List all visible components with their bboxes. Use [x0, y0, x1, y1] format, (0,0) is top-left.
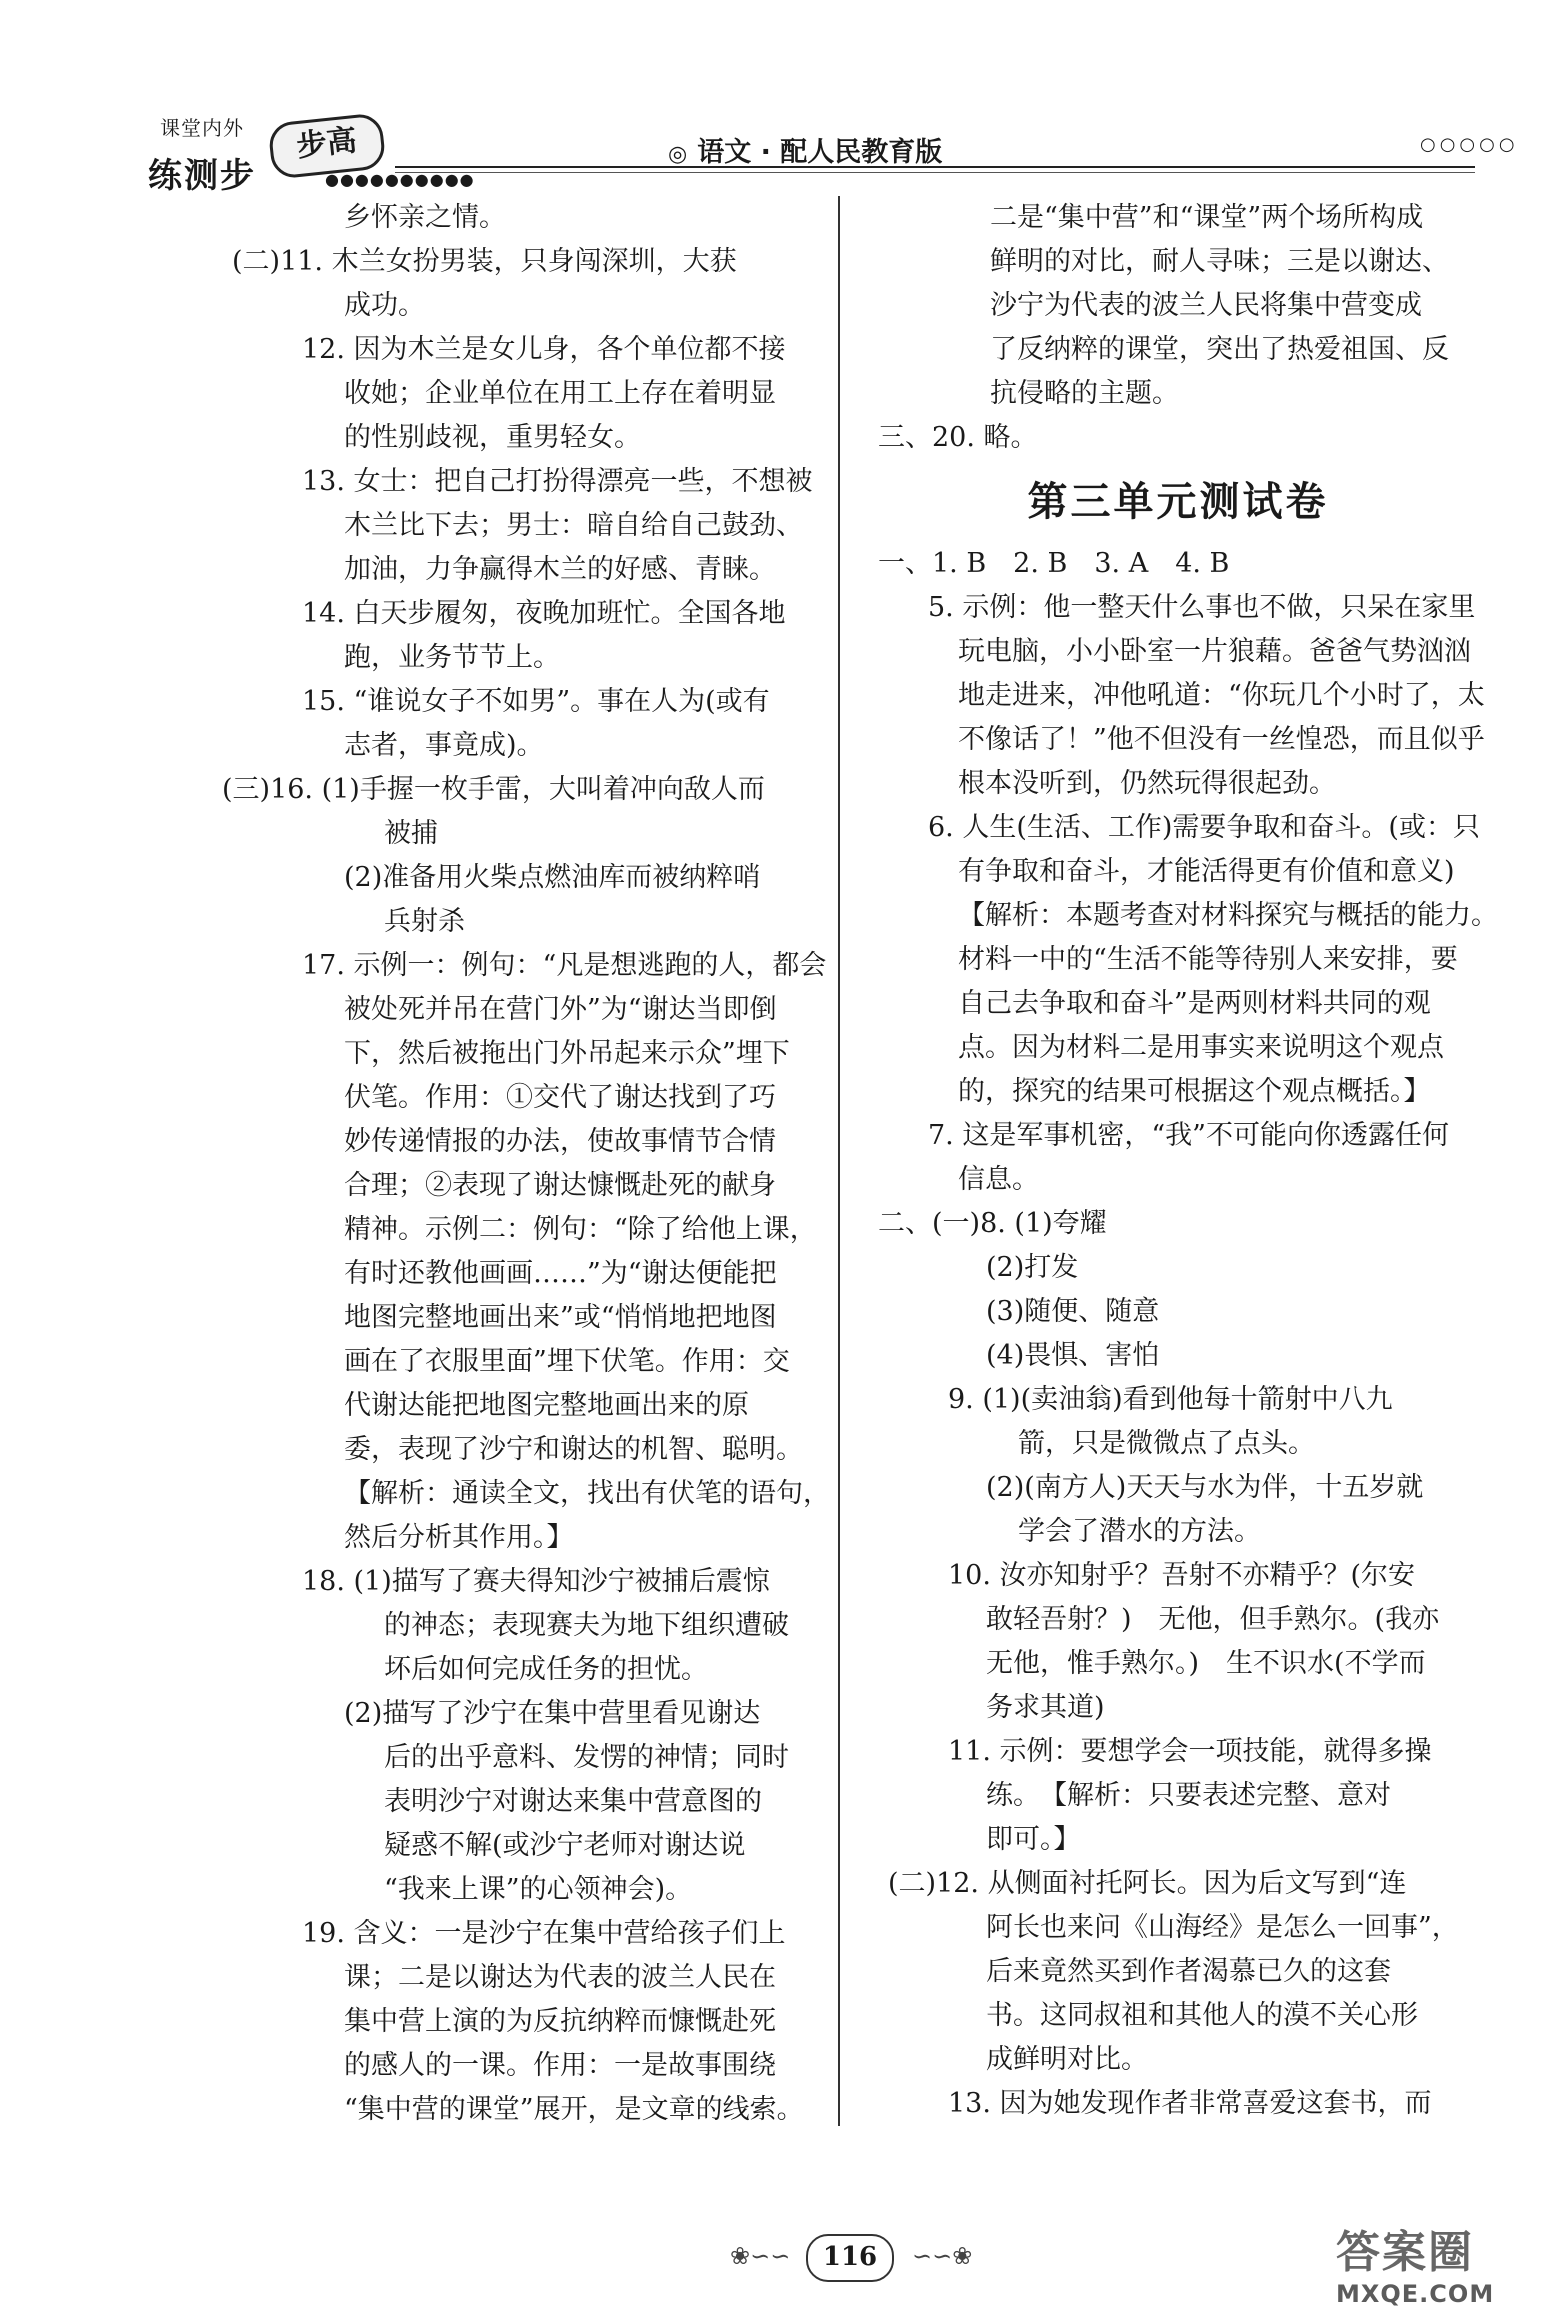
text-line: 7. 这是军事机密，“我”不可能向你透露任何	[928, 1120, 1449, 1151]
text-line: (2)描写了沙宁在集中营里看见谢达	[344, 1698, 761, 1729]
text-line: 被捕	[384, 818, 438, 849]
text-line: 被处死并吊在营门外”为“谢达当即倒	[344, 994, 777, 1025]
left-column	[222, 196, 830, 2132]
right-column	[878, 196, 1498, 2126]
text-line: 点。因为材料二是用事实来说明这个观点	[958, 1032, 1444, 1063]
right-column-top	[878, 196, 1478, 460]
text-line: 一、1. B 2. B 3. A 4. B	[878, 548, 1230, 579]
text-line: 13. 因为她发现作者非常喜爱这套书，而	[948, 2088, 1432, 2119]
unit-title: 第三单元测试卷	[1027, 479, 1329, 525]
text-line: 的神态；表现赛夫为地下组织遭破	[384, 1610, 789, 1641]
text-line: 敢轻吾射？) 无他，但手熟尔。(我亦	[986, 1604, 1440, 1635]
text-line: 跑，业务节节上。	[344, 642, 560, 673]
text-line: 学会了潜水的方法。	[1018, 1516, 1261, 1547]
text-line: 表明沙宁对谢达来集中营意图的	[384, 1786, 762, 1817]
text-line: 不像话了！”他不但没有一丝惶恐，而且似乎	[958, 724, 1485, 755]
watermark-chars: 答案圈	[1336, 2227, 1474, 2278]
text-line: 的感人的一课。作用：一是故事围绕	[344, 2050, 776, 2081]
brand-badge: 步高	[267, 112, 386, 180]
text-line: 木兰比下去；男士：暗自给自己鼓劲、	[344, 510, 803, 541]
text-line: 画在了衣服里面”埋下伏笔。作用：交	[344, 1346, 790, 1377]
text-line: 了反纳粹的课堂，突出了热爱祖国、反	[990, 334, 1449, 365]
text-line: “集中营的课堂”展开，是文章的线索。	[344, 2094, 804, 2125]
text-line: 二、(一)8. (1)夸耀	[878, 1208, 1107, 1239]
text-line: 练。 【解析：只要表述完整、意对	[986, 1780, 1391, 1811]
text-line: 委，表现了沙宁和谢达的机智、聪明。	[344, 1434, 803, 1465]
text-line: 成功。	[344, 290, 425, 321]
text-line: 19. 含义：一是沙宁在集中营给孩子们上	[302, 1918, 786, 1949]
text-line: 有争取和奋斗，才能活得更有价值和意义)	[958, 856, 1455, 887]
text-line: 沙宁为代表的波兰人民将集中营变成	[990, 290, 1422, 321]
text-line: 代谢达能把地图完整地画出来的原	[344, 1390, 749, 1421]
text-line: 后来竟然买到作者渴慕已久的这套	[986, 1956, 1391, 1987]
text-line: 材料一中的“生活不能等待别人来安排，要	[958, 944, 1458, 975]
text-line: 9. (1)(卖油翁)看到他每十箭射中八九	[948, 1384, 1393, 1415]
text-line: 乡怀亲之情。	[344, 202, 506, 233]
footer-ornament-left: ❀∽∽	[730, 2242, 791, 2270]
text-line: (三)16. (1)手握一枚手雷，大叫着冲向敌人而	[222, 774, 765, 805]
page-number: 116	[806, 2234, 894, 2282]
text-line: 伏笔。作用：①交代了谢达找到了巧	[344, 1082, 776, 1113]
text-line: (2)准备用火柴点燃油库而被纳粹哨	[344, 862, 761, 893]
text-line: 抗侵略的主题。	[990, 378, 1179, 409]
text-line: 兵射杀	[384, 906, 465, 937]
text-line: 合理；②表现了谢达慷慨赴死的献身	[344, 1170, 776, 1201]
header-title-text: 语文 · 配人民教育版	[697, 137, 943, 168]
text-line: (二)12. 从侧面衬托阿长。因为后文写到“连	[888, 1868, 1407, 1899]
text-line: (2)打发	[986, 1252, 1079, 1283]
text-line: 玩电脑，小小卧室一片狼藉。爸爸气势汹汹	[958, 636, 1471, 667]
text-line: 11. 示例：要想学会一项技能，就得多操	[948, 1736, 1432, 1767]
text-line: (4)畏惧、害怕	[986, 1340, 1160, 1371]
header-dots: ○○○○○	[1420, 134, 1519, 155]
text-line: 自己去争取和奋斗”是两则材料共同的观	[958, 988, 1431, 1019]
column-divider	[838, 196, 840, 2126]
text-line: 即可。】	[986, 1824, 1081, 1855]
footer-ornament-right: ∽∽❀	[912, 2242, 973, 2270]
text-line: 妙传递情报的办法，使故事情节合情	[344, 1126, 776, 1157]
header-title	[668, 130, 942, 169]
text-line: (3)随便、随意	[986, 1296, 1160, 1327]
text-line: 二是“集中营”和“课堂”两个场所构成	[990, 202, 1424, 233]
text-line: 18. (1)描写了赛夫得知沙宁被捕后震惊	[302, 1566, 770, 1597]
text-line: 加油，力争赢得木兰的好感、青睐。	[344, 554, 776, 585]
text-line: 下，然后被拖出门外吊起来示众”埋下	[344, 1038, 790, 1069]
header-rule	[395, 166, 1475, 168]
text-line: 务求其道)	[986, 1692, 1105, 1723]
text-line: 课；二是以谢达为代表的波兰人民在	[344, 1962, 776, 1993]
brand-big-text: 练测步	[148, 156, 256, 196]
right-column-bottom	[878, 542, 1498, 2126]
text-line: 书。这同叔祖和其他人的漠不关心形	[986, 2000, 1418, 2031]
text-line: (2)(南方人)天天与水为伴，十五岁就	[986, 1472, 1424, 1503]
text-line: 集中营上演的为反抗纳粹而慷慨赴死	[344, 2006, 776, 2037]
text-line: 阿长也来问《山海经》是怎么一回事”，	[986, 1912, 1459, 1943]
text-line: 鲜明的对比，耐人寻味；三是以谢达、	[990, 246, 1449, 277]
text-line: 信息。	[958, 1164, 1039, 1195]
book-mark-icon: ◎	[668, 142, 688, 167]
text-line: (二)11. 木兰女扮男装，只身闯深圳，大获	[232, 246, 737, 277]
text-line: 6. 人生(生活、工作)需要争取和奋斗。(或：只	[928, 812, 1480, 843]
text-line: 志者，事竟成)。	[344, 730, 544, 761]
text-line: 成鲜明对比。	[986, 2044, 1148, 2075]
text-line: 地图完整地画出来”或“悄悄地把地图	[344, 1302, 777, 1333]
text-line: 17. 示例一：例句：“凡是想逃跑的人，都会	[302, 950, 827, 981]
page-footer	[730, 2234, 990, 2284]
text-line: 的性别歧视，重男轻女。	[344, 422, 641, 453]
text-line: “我来上课”的心领神会)。	[384, 1874, 693, 1905]
text-line: 箭，只是微微点了点头。	[1018, 1428, 1315, 1459]
watermark-url: MXQE.COM	[1336, 2280, 1495, 2308]
text-line: 【解析：本题考查对材料探究与概括的能力。	[958, 900, 1498, 931]
text-line: 疑惑不解(或沙宁老师对谢达说	[384, 1830, 746, 1861]
text-line: 有时还教他画画……”为“谢达便能把	[344, 1258, 777, 1289]
watermark	[1336, 2216, 1546, 2312]
text-line: 三、20. 略。	[878, 422, 1038, 453]
text-line: 无他，惟手熟尔。) 生不识水(不学而	[986, 1648, 1426, 1679]
text-line: 14. 白天步履匆，夜晚加班忙。全国各地	[302, 598, 786, 629]
text-line: 后的出乎意料、发愣的神情；同时	[384, 1742, 789, 1773]
text-line: 地走进来，冲他吼道：“你玩几个小时了，太	[958, 680, 1485, 711]
text-line: 的，探究的结果可根据这个观点概括。】	[958, 1076, 1431, 1107]
text-line: 坏后如何完成任务的担忧。	[384, 1654, 708, 1685]
text-line: 根本没听到，仍然玩得很起劲。	[958, 768, 1336, 799]
header-rule-thin	[395, 172, 1475, 173]
text-line: 15. “谁说女子不如男”。事在人为(或有	[302, 686, 770, 717]
text-line: 13. 女士：把自己打扮得漂亮一些，不想被	[302, 466, 813, 497]
text-line: 【解析：通读全文，找出有伏笔的语句，	[344, 1478, 830, 1509]
text-line: 12. 因为木兰是女儿身，各个单位都不接	[302, 334, 786, 365]
header-decoration: ●●●●●●●●●●	[325, 170, 475, 189]
brand-small-text: 课堂内外	[160, 116, 244, 140]
page-header	[0, 0, 1556, 200]
text-line: 5. 示例：他一整天什么事也不做，只呆在家里	[928, 592, 1476, 623]
text-line: 10. 汝亦知射乎？吾射不亦精乎？(尔安	[948, 1560, 1416, 1591]
text-line: 收她；企业单位在用工上存在着明显	[344, 378, 776, 409]
text-line: 然后分析其作用。】	[344, 1522, 574, 1553]
text-line: 精神。示例二：例句：“除了给他上课，	[344, 1214, 817, 1245]
